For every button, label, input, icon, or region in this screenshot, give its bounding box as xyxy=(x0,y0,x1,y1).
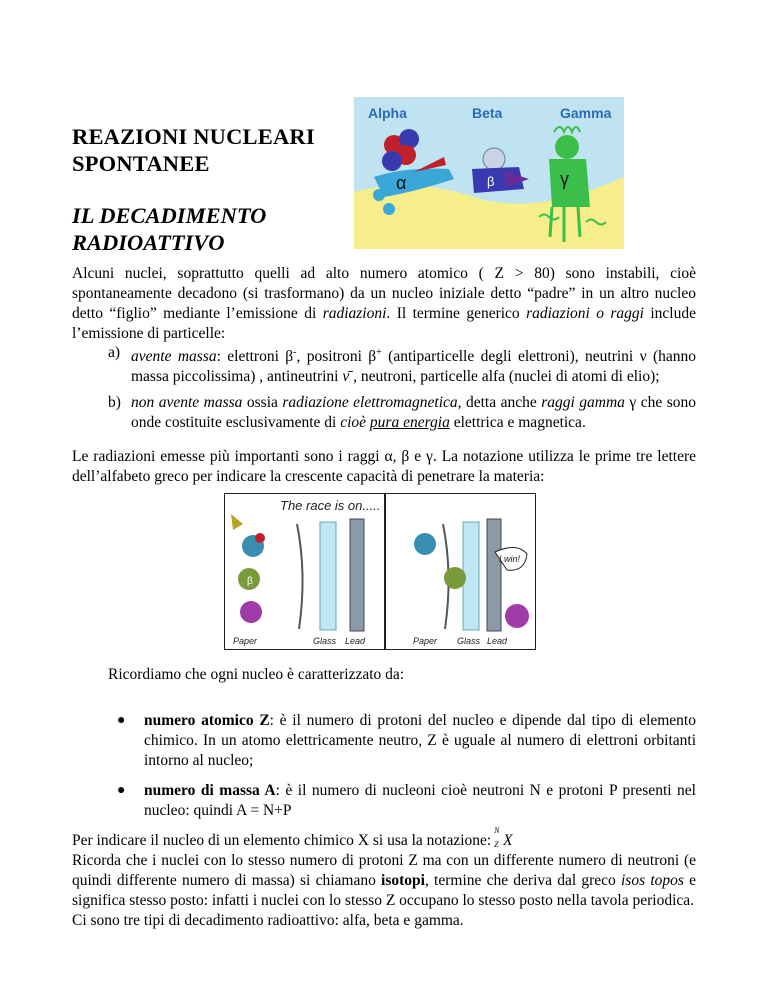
label-paper-right: Paper xyxy=(413,636,438,646)
gamma-symbol: γ xyxy=(560,169,569,189)
bullet-icon: ● xyxy=(117,783,126,798)
subtitle-line-2: RADIOATTIVO xyxy=(72,230,225,255)
label-lead-left: Lead xyxy=(345,636,366,646)
penetration-paragraph: Le radiazioni emesse più importanti sono i raggi α, β e γ. La notazione utilizza le prime tre lettere dell’alfabeto greco per indicare la crescente capacità di penetrare la materia: xyxy=(72,448,696,485)
decay-types-paragraph: Ci sono tre tipi di decadimento radioattivo: alfa, beta e gamma. xyxy=(72,912,464,929)
label-lead-right: Lead xyxy=(487,636,508,646)
lead-barrier-left xyxy=(350,519,364,631)
bullet-icon: ● xyxy=(117,713,126,728)
list-marker-b: b) xyxy=(108,394,121,411)
nucleus-intro-paragraph: Ricordiamo che ogni nucleo è caratterizzato da: xyxy=(108,666,405,683)
race-speech-bubble: I win! xyxy=(499,554,521,564)
page-title xyxy=(72,123,352,177)
bullet-atomic-number: numero atomico Z: è il numero di protoni del nucleo e dipende dal tipo di elemento chimico. In un atomo elettricamente neutro, Z è uguale al numero di elettroni orbitanti intorno al nucleo; xyxy=(144,712,696,769)
notation-paragraph: Per indicare il nucleo di un elemento chimico X si usa la notazione: N Z X xyxy=(72,826,513,849)
lead-barrier-right xyxy=(487,519,501,631)
beta-symbol: β xyxy=(487,174,495,189)
label-glass-left: Glass xyxy=(313,636,337,646)
nuclide-notation: N Z X xyxy=(494,826,513,849)
label-alpha: Alpha xyxy=(368,105,407,121)
glass-barrier-left xyxy=(320,522,336,630)
race-caption: The race is on..... xyxy=(280,498,381,513)
alpha-symbol: α xyxy=(396,173,407,193)
label-paper-left: Paper xyxy=(233,636,258,646)
label-gamma: Gamma xyxy=(560,105,612,121)
title-line-1: REAZIONI NUCLEARI xyxy=(72,124,315,149)
list-marker-a: a) xyxy=(108,344,121,361)
list-item-b: non avente massa ossia radiazione elettromagnetica, detta anche raggi gamma γ che sono onde costituite esclusivamente di cioè pura energia elettrica e magnetica. xyxy=(131,394,697,431)
label-beta: Beta xyxy=(472,105,503,121)
isotopes-paragraph: Ricorda che i nuclei con lo stesso numero di protoni Z ma con un differente numero di neutroni (e quindi differente numero di massa) si chiamano isotopi, termine che deriva dal greco isos topos e significa stesso posto: infatti i nuclei con lo stesso Z occupano lo stesso posto nella tavola periodica. xyxy=(72,852,697,909)
bullet-mass-number: numero di massa A: è il numero di nucleoni cioè neutroni N e protoni P presenti nel nucleo: quindi A = N+P xyxy=(144,782,696,819)
alpha-beta-gamma-illustration xyxy=(354,97,624,249)
race-letter-beta-left: β xyxy=(247,576,253,587)
penetration-race-illustration xyxy=(224,493,536,650)
list-item-a: avente massa: elettroni β-, positroni β+ (antiparticelle degli elettroni), neutrini ν (hanno massa piccolissima) , antineutrini ν̄ , neutroni, particelle alfa (nuclei di atomi di elio); xyxy=(131,347,697,386)
page-subtitle xyxy=(72,202,352,256)
label-glass-right: Glass xyxy=(457,636,481,646)
subtitle-line-1: IL DECADIMENTO xyxy=(72,203,267,228)
title-line-2: SPONTANEE xyxy=(72,151,210,176)
intro-paragraph: Alcuni nuclei, soprattutto quelli ad alto numero atomico ( Z > 80) sono instabili, cioè spontaneamente decadono (si trasformano) da un nucleo iniziale detto “padre” in un altro nucleo detto “figlio” mediante l’emissione di radiazioni. Il termine generico radiazioni o raggi include l’emissione di particelle: xyxy=(72,265,696,342)
